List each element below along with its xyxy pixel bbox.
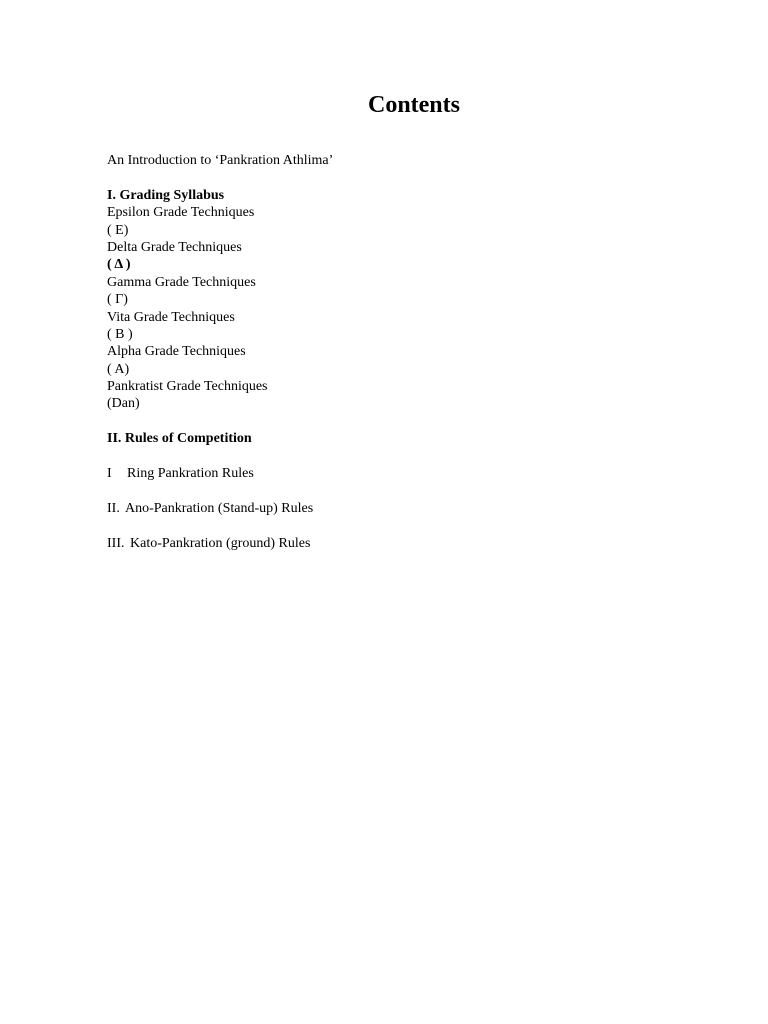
toc-entry-pankratist: Pankratist Grade Techniques — [107, 379, 268, 395]
spacer — [107, 448, 667, 465]
entry-label: Ano-Pankration (Stand-up) Rules — [125, 500, 314, 516]
intro-entry: An Introduction to ‘Pankration Athlima’ — [107, 153, 334, 168]
spacer — [107, 413, 667, 430]
spacer — [107, 482, 667, 499]
toc-entry-gamma: Gamma Grade Techniques — [107, 274, 256, 290]
grade-symbol-delta: ( Δ ) — [107, 257, 131, 273]
spacer — [107, 517, 667, 534]
section-heading-rules-of-competition: II. Rules of Competition — [107, 431, 252, 447]
grade-symbol-gamma: ( Γ) — [107, 292, 128, 308]
toc-entry-kato-pankration — [107, 535, 667, 552]
entry-label: Kato-Pankration (ground) Rules — [130, 535, 311, 551]
section-heading-grading-syllabus: I. Grading Syllabus — [107, 187, 225, 203]
toc-entry-vita: Vita Grade Techniques — [107, 309, 235, 325]
table-of-contents — [107, 152, 667, 552]
entry-label: Ring Pankration Rules — [127, 466, 254, 482]
grade-symbol-vita: ( B ) — [107, 326, 133, 342]
grade-symbol-pankratist: (Dan) — [107, 396, 140, 412]
toc-entry-alpha: Alpha Grade Techniques — [107, 344, 246, 360]
spacer — [107, 169, 667, 186]
toc-entry-delta: Delta Grade Techniques — [107, 239, 242, 255]
toc-entry-epsilon: Epsilon Grade Techniques — [107, 205, 255, 221]
entry-numeral: II. — [107, 500, 120, 516]
entry-numeral: III. — [107, 535, 125, 551]
toc-entry-ano-pankration — [107, 500, 667, 517]
entry-numeral: I — [107, 466, 112, 482]
grade-symbol-alpha: ( A) — [107, 361, 130, 377]
grade-symbol-epsilon: ( E) — [107, 222, 129, 238]
toc-entry-ring-pankration — [107, 465, 667, 482]
page-title: Contents — [367, 92, 460, 118]
